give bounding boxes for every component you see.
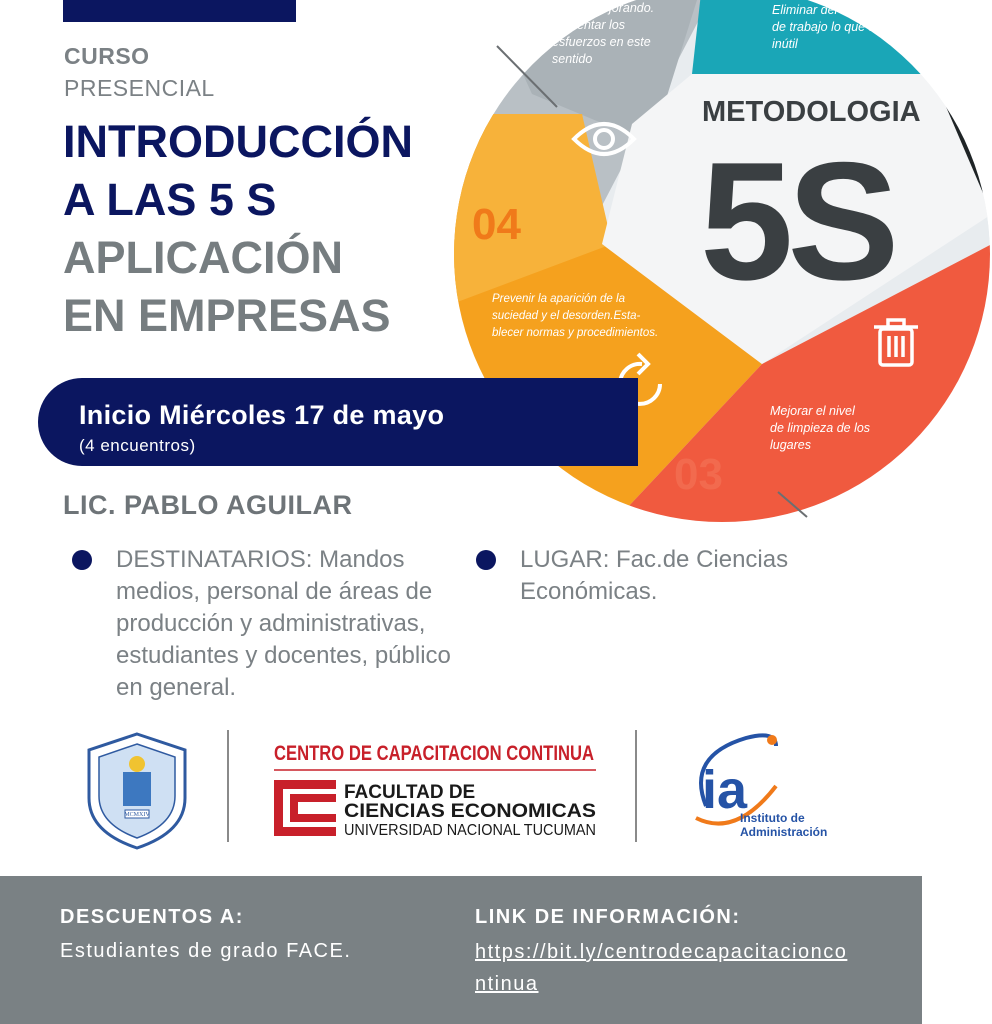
discount-heading: DESCUENTOS A: <box>60 906 244 928</box>
title-line3: APLICACIÓN <box>63 232 343 283</box>
graphic-text-right-2: de limpieza de los <box>770 421 871 435</box>
title-line4: EN EMPRESAS <box>63 290 391 341</box>
centro-line1: FACULTAD DE <box>344 782 476 803</box>
instituto-administracion-logo <box>676 726 846 846</box>
graphic-text-tl-2: Fomentar los <box>552 18 625 32</box>
centro-line3: UNIVERSIDAD NACIONAL TUCUMAN <box>344 822 596 839</box>
graphic-text-tl-4: sentido <box>552 52 593 66</box>
centro-line2: CIENCIAS ECONOMICAS <box>344 801 596 822</box>
title-line2: A LAS 5 S <box>63 174 277 225</box>
graphic-text-tl-3: esfuerzos en este <box>552 35 651 49</box>
top-accent-bar <box>63 0 296 22</box>
graphic-num-04: 04 <box>472 200 521 249</box>
bullet-destinatarios <box>72 544 472 704</box>
graphic-text-tr-2: de trabajo lo que sea <box>772 20 889 34</box>
graphic-text-tr-3: inútil <box>772 37 798 51</box>
graphic-num-03: 03 <box>674 450 723 499</box>
face-mark-icon <box>274 780 336 836</box>
graphic-heading: METODOLOGIA <box>702 96 921 128</box>
ia-line1: Instituto de <box>740 811 805 825</box>
graphic-text-left-2: suciedad y el desorden.Esta- <box>492 310 641 322</box>
graphic-text-left-3: blecer normas y procedimientos. <box>492 327 659 339</box>
course-type <box>64 40 215 104</box>
course-type-line2: PRESENCIAL <box>64 75 215 101</box>
bullet-lugar <box>476 544 856 608</box>
graphic-text-left-1: Prevenir la aparición de la <box>492 293 625 305</box>
speaker-name: LIC. PABLO AGUILAR <box>63 490 353 520</box>
logos-row <box>0 722 922 852</box>
info-link[interactable]: https://bit.ly/centrodecapacitacioncontinua <box>475 941 848 995</box>
discount-text: Estudiantes de grado FACE. <box>60 940 352 962</box>
ia-mark: ia <box>702 760 748 820</box>
link-heading: LINK DE INFORMACIÓN: <box>475 906 741 928</box>
unt-seal-year: MCMXIV <box>124 812 150 818</box>
bullet-dot <box>72 550 92 570</box>
unt-seal-logo <box>85 732 189 850</box>
centro-capacitacion-logo <box>272 740 602 840</box>
footer <box>0 876 922 1024</box>
graphic-text-tl-1: Seguir mejorando. <box>552 1 655 15</box>
graphic-text-right-3: lugares <box>770 438 811 452</box>
course-type-line1: CURSO <box>64 43 150 69</box>
bullet-text: DESTINATARIOS: Mandos medios, personal de áreas de producción y administrativas, estudiantes y docentes, público en general. <box>116 546 451 701</box>
centro-heading: CENTRO DE CAPACITACION CONTINUA <box>274 742 594 765</box>
bullet-text: LUGAR: Fac.de Ciencias Económicas. <box>520 546 789 605</box>
graphic-big-5s: 5S <box>700 127 894 315</box>
course-title <box>63 113 413 345</box>
graphic-text-tr-1: Eliminar del espacio <box>772 3 884 17</box>
bullet-dot <box>476 550 496 570</box>
logo-divider-right <box>635 730 637 842</box>
schedule-subtitle: (4 encuentros) <box>79 436 196 455</box>
graphic-text-right-1: Mejorar el nivel <box>770 404 855 418</box>
ia-line2: Administración <box>740 825 828 839</box>
logo-divider-left <box>227 730 229 842</box>
schedule-title: Inicio Miércoles 17 de mayo <box>79 400 445 430</box>
title-line1: INTRODUCCIÓN <box>63 116 413 167</box>
